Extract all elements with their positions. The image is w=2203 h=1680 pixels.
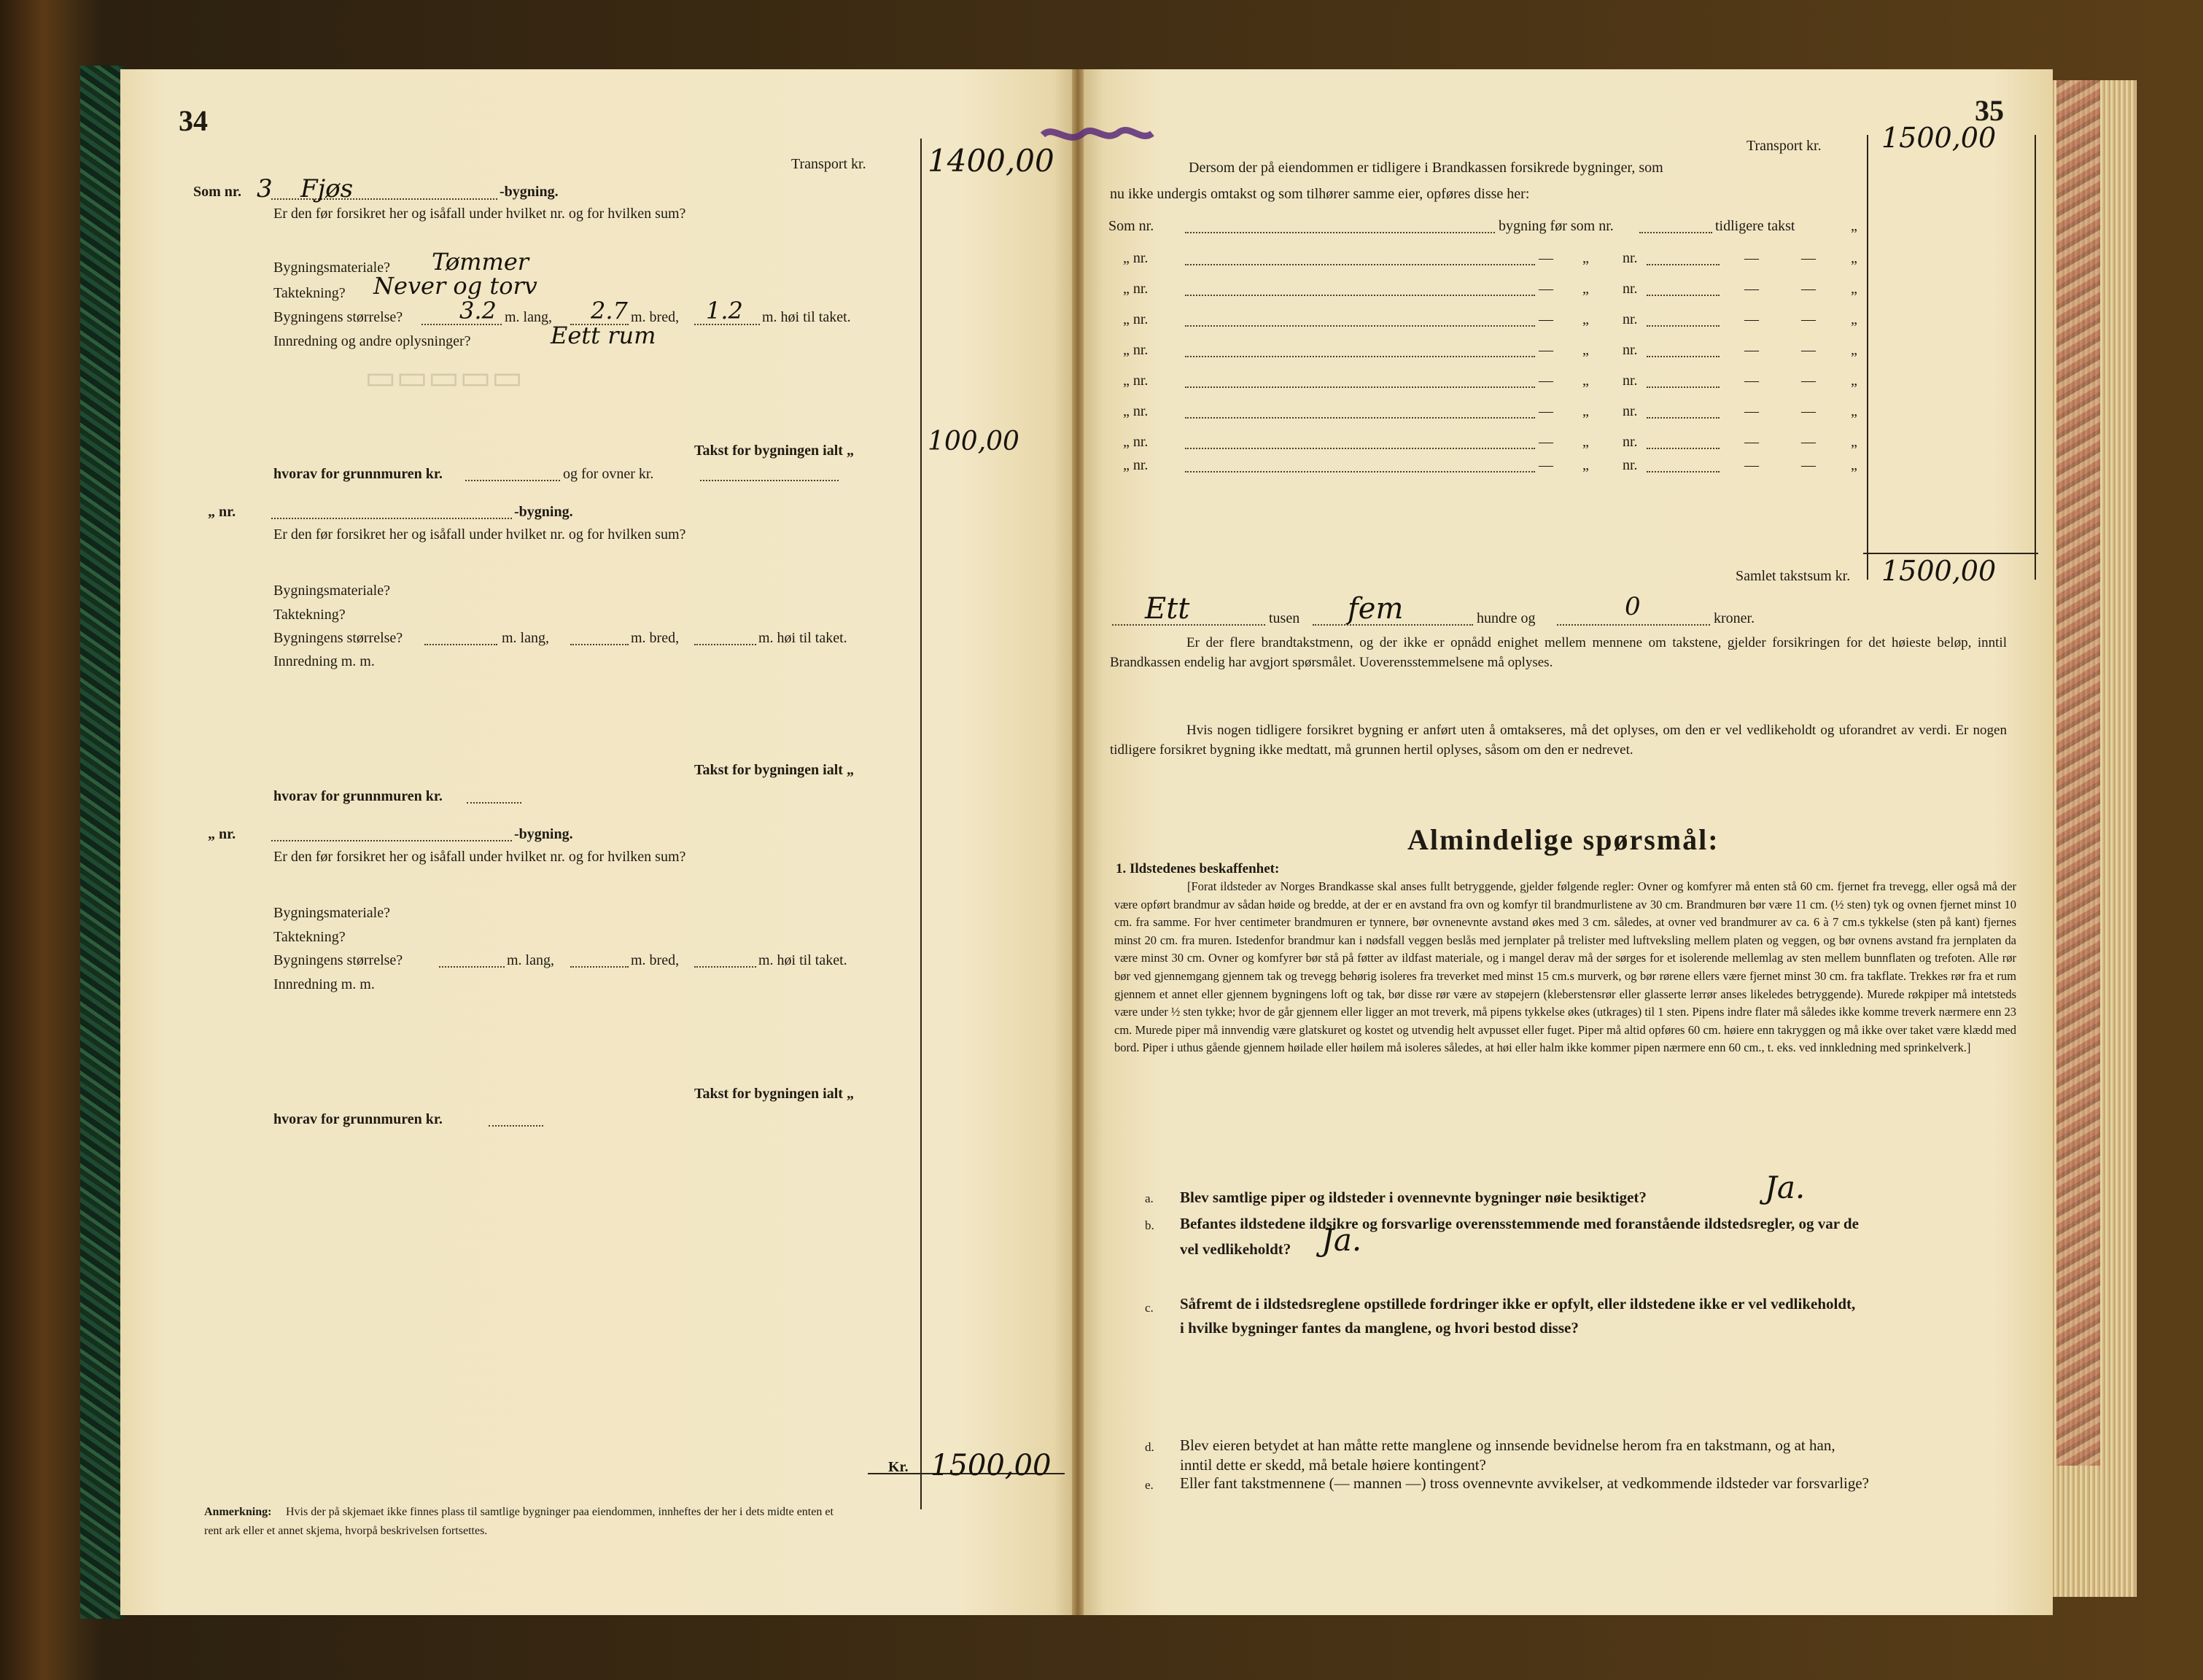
- intro-line-2: nu ikke undergis omtakst og som tilhører samme eier, opføres disse her:: [1110, 186, 1530, 202]
- money-column-line: [920, 139, 922, 1509]
- question-b-answer: Ja.: [1321, 1222, 1362, 1258]
- fill-line: [271, 518, 512, 519]
- bleed-through: ▭▭▭▭▭: [365, 359, 524, 396]
- building1-ovner-label: og for ovner kr.: [563, 466, 654, 482]
- fill-line: [424, 644, 497, 645]
- building2-length-unit: m. lang,: [502, 630, 549, 646]
- total-label: Kr.: [888, 1459, 909, 1475]
- row-comma: „: [1582, 403, 1589, 419]
- words-tusen: tusen: [1269, 610, 1300, 626]
- row-dash: —: [1744, 311, 1759, 327]
- row-first-prefix: Som nr.: [1108, 218, 1154, 234]
- building1-suffix: -bygning.: [500, 184, 559, 200]
- row-dash: —: [1801, 373, 1816, 389]
- row-comma: „: [1851, 403, 1857, 419]
- row-first-prev: tidligere takst: [1715, 218, 1795, 234]
- paragraph-multiple-assessors: Er der flere brandtakstmenn, og der ikke er opnådd enighet mellem mennene om takstene, gjelder forsikringen for det høieste beløp, inntil Brandkassen endelig har avgjort spørsmålet. Uoverensstemmelsene må oplyses.: [1110, 635, 2007, 670]
- question-a-answer: Ja.: [1765, 1170, 1806, 1205]
- fill-line: [465, 480, 560, 481]
- question-d-text-2: inntil dette er skedd, må betale høiere kontingent?: [1180, 1456, 1486, 1474]
- transport-value-left: 1400,00: [928, 143, 1054, 179]
- building3-length-unit: m. lang,: [507, 952, 554, 968]
- building1-roof-label: Taktekning?: [273, 285, 346, 301]
- building1-interior-label: Innredning og andre oplysninger?: [273, 333, 471, 349]
- intro-line-1: Dersom der på eiendommen er tidligere i Brandkassen forsikrede bygninger, som: [1189, 160, 1663, 176]
- building2-width-unit: m. bred,: [631, 630, 680, 646]
- building3-size-label: Bygningens størrelse?: [273, 952, 403, 968]
- building2-question: Er den før forsikret her og isåfall under hvilket nr. og for hvilken sum?: [273, 526, 686, 542]
- row-dash: —: [1744, 403, 1759, 419]
- row-dash: —: [1539, 250, 1553, 266]
- building3-hvorav-label: hvorav for grunnmuren kr.: [273, 1111, 443, 1127]
- building1-height-unit: m. høi til taket.: [762, 309, 851, 325]
- fill-line: [1647, 325, 1720, 327]
- marbled-edge-left: [80, 66, 124, 1619]
- fill-line: [439, 966, 505, 968]
- row-dash: —: [1744, 373, 1759, 389]
- fill-line: [1647, 448, 1720, 449]
- row-comma: „: [1582, 250, 1589, 266]
- fill-line: [271, 840, 512, 841]
- row-dash: —: [1744, 281, 1759, 297]
- section1-title: 1. Ildstedenes beskaffenhet:: [1116, 861, 1280, 876]
- row-comma: „: [1582, 311, 1589, 327]
- building2-takst-label: Takst for bygningen ialt „: [694, 762, 854, 778]
- building1-name: Fjøs: [300, 174, 354, 203]
- sum-rule: [1863, 553, 2038, 554]
- words-rest: 0: [1625, 592, 1641, 621]
- transport-value-right: 1500,00: [1881, 122, 1997, 154]
- row-comma: „: [1851, 311, 1857, 327]
- words-hundre-og: hundre og: [1477, 610, 1536, 626]
- question-a-text: Blev samtlige piper og ildsteder i ovennevnte bygninger nøie besiktiget?: [1180, 1189, 1647, 1206]
- note-label: Anmerkning:: [204, 1506, 272, 1518]
- fill-line: [1185, 417, 1535, 419]
- fill-line: [1639, 232, 1712, 233]
- row-comma: „: [1582, 281, 1589, 297]
- building2-height-unit: m. høi til taket.: [758, 630, 847, 646]
- building3-takst-label: Takst for bygningen ialt „: [694, 1086, 854, 1102]
- fill-line: [570, 966, 629, 968]
- building1-question: Er den før forsikret her og isåfall under hvilket nr. og for hvilken sum?: [273, 206, 686, 222]
- row-dash: —: [1744, 342, 1759, 358]
- paragraph-previous-buildings: Hvis nogen tidligere forsikret bygning er anført uten å omtakseres, må det oplyses, om den er vel vedlikeholdt og uforandret av verdi. Er nogen tidligere forsikret bygning ikke medtatt, må grunnen hertil oplyses, såsom om den er nedrevet.: [1110, 723, 2007, 758]
- fill-line: [1557, 624, 1710, 626]
- row-dash: —: [1744, 250, 1759, 266]
- question-e-letter: e.: [1145, 1478, 1154, 1492]
- fill-line: [1185, 448, 1535, 449]
- building2-hvorav-label: hvorav for grunnmuren kr.: [273, 788, 443, 804]
- building1-takst-value: 100,00: [928, 427, 1019, 456]
- row-nr: nr.: [1623, 434, 1638, 450]
- fill-line: [1185, 232, 1495, 233]
- row-nr: nr.: [1623, 403, 1638, 419]
- row-dash: —: [1744, 434, 1759, 450]
- row-dash: —: [1539, 373, 1553, 389]
- row-prefix: „ nr.: [1123, 373, 1149, 389]
- row-nr: nr.: [1623, 342, 1638, 358]
- fill-line: [1185, 325, 1535, 327]
- fill-line: [489, 1125, 543, 1127]
- building2-prefix: „ nr.: [208, 504, 236, 520]
- row-comma: „: [1851, 281, 1857, 297]
- row-first-end: „: [1851, 218, 1857, 234]
- transport-label-left: Transport kr.: [791, 156, 866, 172]
- building1-length: 3.2: [459, 297, 497, 324]
- question-d-letter: d.: [1145, 1440, 1154, 1454]
- row-nr: nr.: [1623, 281, 1638, 297]
- row-dash: —: [1801, 250, 1816, 266]
- building2-roof-label: Taktekning?: [273, 607, 346, 623]
- page-number-left: 34: [179, 104, 208, 137]
- row-prefix: „ nr.: [1123, 403, 1149, 419]
- building3-roof-label: Taktekning?: [273, 929, 346, 945]
- building1-length-unit: m. lang,: [505, 309, 552, 325]
- words-hundreds: fem: [1348, 592, 1404, 626]
- row-dash: —: [1539, 342, 1553, 358]
- page-number-right: 35: [1975, 94, 2004, 127]
- building1-roof-value: Never og torv: [373, 272, 537, 300]
- note-text-2: rent ark eller et annet skjema, hvorpå beskrivelsen fortsettes.: [204, 1525, 488, 1537]
- row-comma: „: [1851, 342, 1857, 358]
- question-d-text-1: Blev eieren betydet at han måtte rette manglene og innsende bevidnelse herom fra en takstmann, og at han,: [1180, 1436, 1835, 1454]
- row-prefix: „ nr.: [1123, 342, 1149, 358]
- row-dash: —: [1801, 434, 1816, 450]
- money-column-line-right-outer: [2035, 135, 2036, 580]
- row-dash: —: [1744, 457, 1759, 473]
- row-prefix: „ nr.: [1123, 281, 1149, 297]
- row-prefix: „ nr.: [1123, 434, 1149, 450]
- building1-interior-value: Eett rum: [551, 322, 656, 349]
- question-e-text: Eller fant takstmennene (— mannen —) tross ovennevnte avvikelser, at vedkommende ildsteder var forsvarlige?: [1180, 1474, 1869, 1492]
- row-comma: „: [1582, 457, 1589, 473]
- row-comma: „: [1851, 434, 1857, 450]
- fill-line: [1647, 356, 1720, 357]
- building1-width-unit: m. bred,: [631, 309, 680, 325]
- fill-line: [1185, 295, 1535, 296]
- row-nr: nr.: [1623, 373, 1638, 389]
- building1-width: 2.7: [591, 297, 628, 324]
- fill-line: [467, 802, 521, 804]
- row-comma: „: [1851, 457, 1857, 473]
- row-nr: nr.: [1623, 250, 1638, 266]
- fill-line: [1185, 356, 1535, 357]
- row-comma: „: [1851, 250, 1857, 266]
- fill-line: [1185, 471, 1535, 472]
- building1-nr: 3: [257, 174, 273, 203]
- transport-label-right: Transport kr.: [1747, 138, 1822, 154]
- general-questions-heading: Almindelige spørsmål:: [1407, 823, 1720, 856]
- row-dash: —: [1539, 457, 1553, 473]
- question-b-letter: b.: [1145, 1218, 1154, 1232]
- row-comma: „: [1582, 342, 1589, 358]
- total-value: 1500,00: [930, 1449, 1052, 1482]
- stamp-mark: [1039, 120, 1156, 149]
- building3-height-unit: m. høi til taket.: [758, 952, 847, 968]
- marbled-edge-right: [2056, 80, 2100, 1466]
- building1-prefix: Som nr.: [193, 184, 241, 200]
- row-dash: —: [1539, 434, 1553, 450]
- building1-takst-label: Takst for bygningen ialt „: [694, 443, 854, 459]
- row-prefix: „ nr.: [1123, 250, 1149, 266]
- row-nr: nr.: [1623, 457, 1638, 473]
- fill-line: [1647, 471, 1720, 472]
- building1-material-value: Tømmer: [432, 248, 529, 276]
- building1-height: 1.2: [706, 297, 743, 324]
- building3-material-label: Bygningsmateriale?: [273, 905, 390, 921]
- fill-line: [700, 480, 839, 481]
- question-c-text-2: i hvilke bygninger fantes da manglene, og hvori bestod disse?: [1180, 1319, 1579, 1337]
- row-dash: —: [1801, 311, 1816, 327]
- row-nr: nr.: [1623, 311, 1638, 327]
- fill-line: [570, 644, 629, 645]
- building3-width-unit: m. bred,: [631, 952, 680, 968]
- fill-line: [1647, 386, 1720, 388]
- building2-size-label: Bygningens størrelse?: [273, 630, 403, 646]
- building3-suffix: -bygning.: [514, 826, 573, 842]
- question-b-text-1: Befantes ildstedene ildsikre og forsvarlige overensstemmende med foranstående ildstedsregler, og var de: [1180, 1215, 1859, 1232]
- fill-line: [694, 966, 756, 968]
- building3-prefix: „ nr.: [208, 826, 236, 842]
- row-dash: —: [1801, 281, 1816, 297]
- question-a-letter: a.: [1145, 1191, 1154, 1205]
- building2-interior-label: Innredning m. m.: [273, 653, 375, 669]
- building2-suffix: -bygning.: [514, 504, 573, 520]
- words-kroner: kroner.: [1714, 610, 1755, 626]
- row-comma: „: [1582, 373, 1589, 389]
- building3-interior-label: Innredning m. m.: [273, 976, 375, 992]
- fill-line: [694, 644, 756, 645]
- row-dash: —: [1539, 403, 1553, 419]
- samlet-value: 1500,00: [1881, 555, 1997, 587]
- words-thousands: Ett: [1145, 592, 1190, 626]
- row-comma: „: [1582, 434, 1589, 450]
- building1-material-label: Bygningsmateriale?: [273, 260, 390, 276]
- money-column-line-right: [1867, 135, 1868, 580]
- building1-size-label: Bygningens størrelse?: [273, 309, 403, 325]
- row-dash: —: [1539, 281, 1553, 297]
- fill-line: [1647, 417, 1720, 419]
- fill-line: [1185, 264, 1535, 265]
- fill-line: [1647, 295, 1720, 296]
- row-dash: —: [1539, 311, 1553, 327]
- fill-line: [1647, 264, 1720, 265]
- question-c-letter: c.: [1145, 1301, 1154, 1315]
- question-c-text-1: Såfremt de i ildstedsreglene opstillede fordringer ikke er opfylt, eller ildstedene ikke er vel vedlikeholdt,: [1180, 1295, 1856, 1312]
- row-dash: —: [1801, 457, 1816, 473]
- gutter: [1072, 69, 1084, 1615]
- fire-regulations-text: [Forat ildsteder av Norges Brandkasse skal anses fullt betryggende, gjelder følgende regler: Ovner og komfyrer må enten stå 60 cm. fjernet fra trevegg, eller også må der være opført brandmur av sådan høide og bredde, at der er en avstand fra ovn og komfyr til brandmurlistene av 30 cm. Brandmuren bør være 11 cm. (½ sten) tyk og ovnen fjernet minst 10 cm. fra samme. For hver centimeter brandmuren er tynnere, bør ovnenevnte avstand økes med 3 cm. således, at ovner ved brandmurer av ca. 6 à 7 cm.s tykkelse (sten på kant) fjernes minst 20 cm. fra muren. Istedenfor brandmur kan i nødsfall veggen beslås med jernplater på trelister med luftveksling mellem platen og veggen, og bør ovnens avstand fra jernplaten da være minst 30 cm. Ovner og komfyrer bør stå på føtter av ildfast materiale, og i mangel derav må der sørges for et isolerende mellemlag av sten mellem bunnflaten og trefoten. Alle rør bør ved gjennemgang gjennem tak og trevegg behørig isoleres fra treverket med minst 15 cm.s murverk, og bør rørene ellers være fjernet minst 30 cm. fra takflate. Trekkes rør fra et rum gjennem et annet eller gjennem bygningens loft og tak, bør disse rør være av støpejern (kleberstensrør eller glasserte lerrør anses likeledes betryggende). Murede røkpiper må intetsteds være under ½ sten tykke; hvor de går gjennem eller ligger an mot treverk, må pipens tykkelse økes (utkrages) til 1 sten. Pipens indre flater må således ikke komme treverk nærmere enn 23 cm. Murede piper må innvendig være glatskuret og kostet og utvendig helt avpusset eller fuget. Piper må altid opføres 60 cm. høiere enn takryggen og må ikke over taket være klædd med bord. Piper i uthus gående gjennem høilade eller høilem må isoleres således, at høi eller halm ikke kommer pipen nærmere enn 60 cm., t. eks. ved innkledning med sprinkelverk.]: [1114, 879, 2016, 1055]
- row-dash: —: [1801, 403, 1816, 419]
- fill-line: [1185, 386, 1535, 388]
- row-prefix: „ nr.: [1123, 457, 1149, 473]
- building2-material-label: Bygningsmateriale?: [273, 583, 390, 599]
- note-text-1: Hvis der på skjemaet ikke finnes plass til samtlige bygninger paa eiendommen, innheftes der her i dets midte enten et: [286, 1506, 834, 1518]
- building3-question: Er den før forsikret her og isåfall under hvilket nr. og for hvilken sum?: [273, 849, 686, 865]
- building1-hvorav-label: hvorav for grunnmuren kr.: [273, 466, 443, 482]
- row-comma: „: [1851, 373, 1857, 389]
- row-dash: —: [1801, 342, 1816, 358]
- question-b-text-2: vel vedlikeholdt?: [1180, 1240, 1291, 1258]
- row-first-mid: bygning før som nr.: [1499, 218, 1614, 234]
- samlet-label: Samlet takstsum kr.: [1736, 568, 1851, 584]
- row-prefix: „ nr.: [1123, 311, 1149, 327]
